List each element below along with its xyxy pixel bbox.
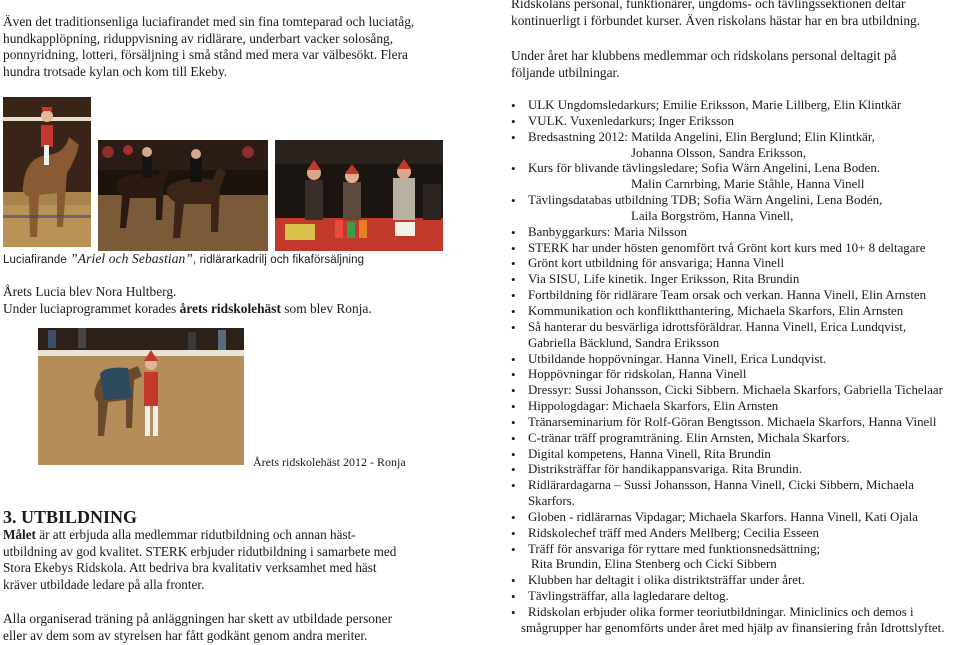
- list-item: • Tränarseminarium för Rolf-Göran Bengtsson. Michaela Skarfors, Hanna Vinell: [511, 415, 960, 431]
- mission-text: . Att bedriva bra kvalitativ verksamhet med häst: [123, 560, 377, 576]
- list-item: • Banbyggarkurs: Maria Nilsson: [511, 225, 960, 241]
- list-item-continuation: Rita Brundin, Elina Stenberg och Cicki Sibbern: [531, 557, 777, 572]
- list-item: • Ridskolechef träff med Anders Mellberg; Cecilia Esseen: [511, 526, 960, 542]
- list-item: • Tävlingsdatabas utbildning TDB; Sofia Wärn Angelini, Lena Bodén,: [511, 193, 960, 209]
- riding-bold: årets ridskolehäst: [179, 300, 281, 316]
- intro-line: hundra trotsade kylan och kom till Ekeby.: [3, 63, 228, 79]
- photo-caption-ronja: Årets ridskolehäst 2012 - Ronja: [253, 455, 406, 469]
- list-item: • Digital kompetens, Hanna Vinell, Rita Brundin: [511, 447, 960, 463]
- mission-paragraph: [3, 527, 483, 593]
- closing-line: Alla organiserad träning på anläggningen har skett av utbildade personer: [3, 611, 393, 626]
- right-lead-paragraph: [511, 48, 959, 81]
- list-item-continuation: Johanna Olsson, Sandra Eriksson,: [631, 145, 807, 160]
- intro-line: hundkapplöpning, riduppvisning av ridlärare, underbart vacker solosång,: [3, 30, 394, 46]
- lucia-line: Årets Lucia blev Nora Hultberg.: [3, 284, 177, 299]
- list-item: • ULK Ungdomsledarkurs; Emilie Eriksson, Marie Lillberg, Elin Klintkär: [511, 98, 960, 114]
- list-item: • Kurs för blivande tävlingsledare; Sofia Wärn Angelini, Lena Boden.: [511, 161, 960, 177]
- closing-line: eller av dem som av styrelsen har fått godkänt genom andra meriter.: [3, 627, 368, 643]
- intro-line: Även det traditionsenliga luciafirandet med sin fina tomteparad och luciatåg,: [3, 14, 415, 29]
- list-item: • Ridlärardagarna – Sussi Johansson, Hanna Vinell, Cicki Sibbern, Michaela: [511, 478, 960, 494]
- riding-suffix: som blev Ronja.: [280, 300, 372, 316]
- list-item-continuation: smågrupper har genomförts under året med hjälp av finansiering från Idrottslyftet.: [521, 620, 945, 635]
- list-item: • Hippologdagar: Michaela Skarfors, Elin Arnsten: [511, 399, 960, 415]
- training-list: [511, 98, 960, 637]
- riding-line: [3, 301, 483, 318]
- mission-text: Stora Ekebys Ridskola: [3, 560, 124, 576]
- intro-line: ponnyridning, lotteri, försäljning i små stånd med mera var välbesökt. Flera: [3, 47, 408, 63]
- list-item: • Träff för ansvariga för ryttare med funktionsnedsättning;: [511, 542, 960, 558]
- list-item: • Utbildande hoppövningar. Hanna Vinell, Erica Lundqvist.: [511, 352, 960, 368]
- mission-line: utbildning av god kvalitet. STERK erbjuder ridutbildning i samarbete med: [3, 543, 397, 559]
- list-item-continuation: Malin Carnrbing, Marie Ståhle, Hanna Vinell: [631, 177, 865, 192]
- list-item: • C-tränar träff programträning. Elin Arnsten, Michala Skarfors.: [511, 431, 960, 447]
- list-item: • Så hanterar du besvärliga idrottsföräldrar. Hanna Vinell, Erica Lundqvist,: [511, 320, 960, 336]
- mission-line: [3, 560, 483, 577]
- photo-lucia-rider: [3, 97, 91, 247]
- caption-italic: ”Ariel och Sebastian”: [70, 251, 194, 266]
- right-intro-paragraph: [511, 0, 959, 29]
- mission-bold: Målet: [3, 527, 36, 542]
- list-item: • VULK. Vuxenledarkurs; Inger Eriksson: [511, 114, 960, 130]
- riding-prefix: Under luciaprogrammet korades: [3, 300, 180, 316]
- list-item: • Fortbildning för ridlärare Team orsak och verkan. Hanna Vinell, Elin Arnsten: [511, 288, 960, 304]
- right-intro-line: kontinuerligt i förbundet kurser. Även riskolans hästar har en bra utbildning.: [511, 12, 921, 28]
- list-item: • Globen - ridlärarnas Vipdagar; Michaela Skarfors. Hanna Vinell, Kati Ojala: [511, 510, 960, 526]
- list-item: • Hoppövningar för ridskolan, Hanna Vinell: [511, 367, 960, 383]
- lucia-paragraph: [3, 284, 483, 317]
- list-item: • Grönt kort utbildning för ansvariga; Hanna Vinell: [511, 256, 960, 272]
- section-heading: 3. UTBILDNING: [3, 507, 138, 527]
- list-item: • Ridskolan erbjuder olika former teoriutbildningar. Miniclinics och demos i: [511, 605, 960, 621]
- list-item: • Dressyr: Sussi Johansson, Cicki Sibbern. Michaela Skarfors, Gabriella Tichelaar: [511, 383, 960, 399]
- right-lead-line: Under året har klubbens medlemmar och ridskolans personal deltagit på: [511, 48, 897, 63]
- photo-fika-sale: [275, 140, 443, 251]
- photo-caption: [3, 252, 364, 267]
- list-item: • Via SISU, Life kinetik. Inger Eriksson, Rita Brundin: [511, 272, 960, 288]
- photo-ariel-sebastian: [98, 140, 268, 251]
- mission-text: är att erbjuda alla medlemmar ridutbildning och annan häst-: [35, 527, 356, 542]
- list-item: • STERK har under hösten genomfört två Grönt kort kurs med 10+ 8 deltagare: [511, 241, 960, 257]
- mission-line: [3, 527, 483, 544]
- intro-paragraph: [3, 14, 483, 80]
- list-item: • Bredsastning 2012: Matilda Angelini, Elin Berglund; Elin Klintkär,: [511, 130, 960, 146]
- list-item: • Tävlingsträffar, alla lagledarare deltog.: [511, 589, 960, 605]
- right-intro-line: Ridskolans personal, funktionärer, ungdoms- och tävlingssektionen deltar: [511, 0, 906, 11]
- mission-line: kräver utbildade ledare på alla fronter.: [3, 576, 205, 592]
- closing-paragraph: [3, 611, 483, 644]
- list-item: • Kommunikation och konfliktthantering, Michaela Skarfors, Elin Arnsten: [511, 304, 960, 320]
- list-item: • Klubben har deltagit i olika distriktsträffar under året.: [511, 573, 960, 589]
- caption-suffix: , ridlärarkadrilj och fikaförsäljning: [193, 254, 365, 266]
- photo-ronja: [38, 328, 244, 465]
- right-lead-line: följande utbilningar.: [511, 64, 620, 80]
- caption-prefix: Luciafirande: [3, 254, 71, 266]
- list-item-continuation: Gabriella Bäcklund, Sandra Eriksson: [528, 335, 720, 350]
- list-item: • Distriksträffar för handikappansvariga. Rita Brundin.: [511, 462, 960, 478]
- list-item-continuation: Skarfors.: [528, 494, 575, 509]
- list-item-continuation: Laila Borgström, Hanna Vinell,: [631, 208, 794, 223]
